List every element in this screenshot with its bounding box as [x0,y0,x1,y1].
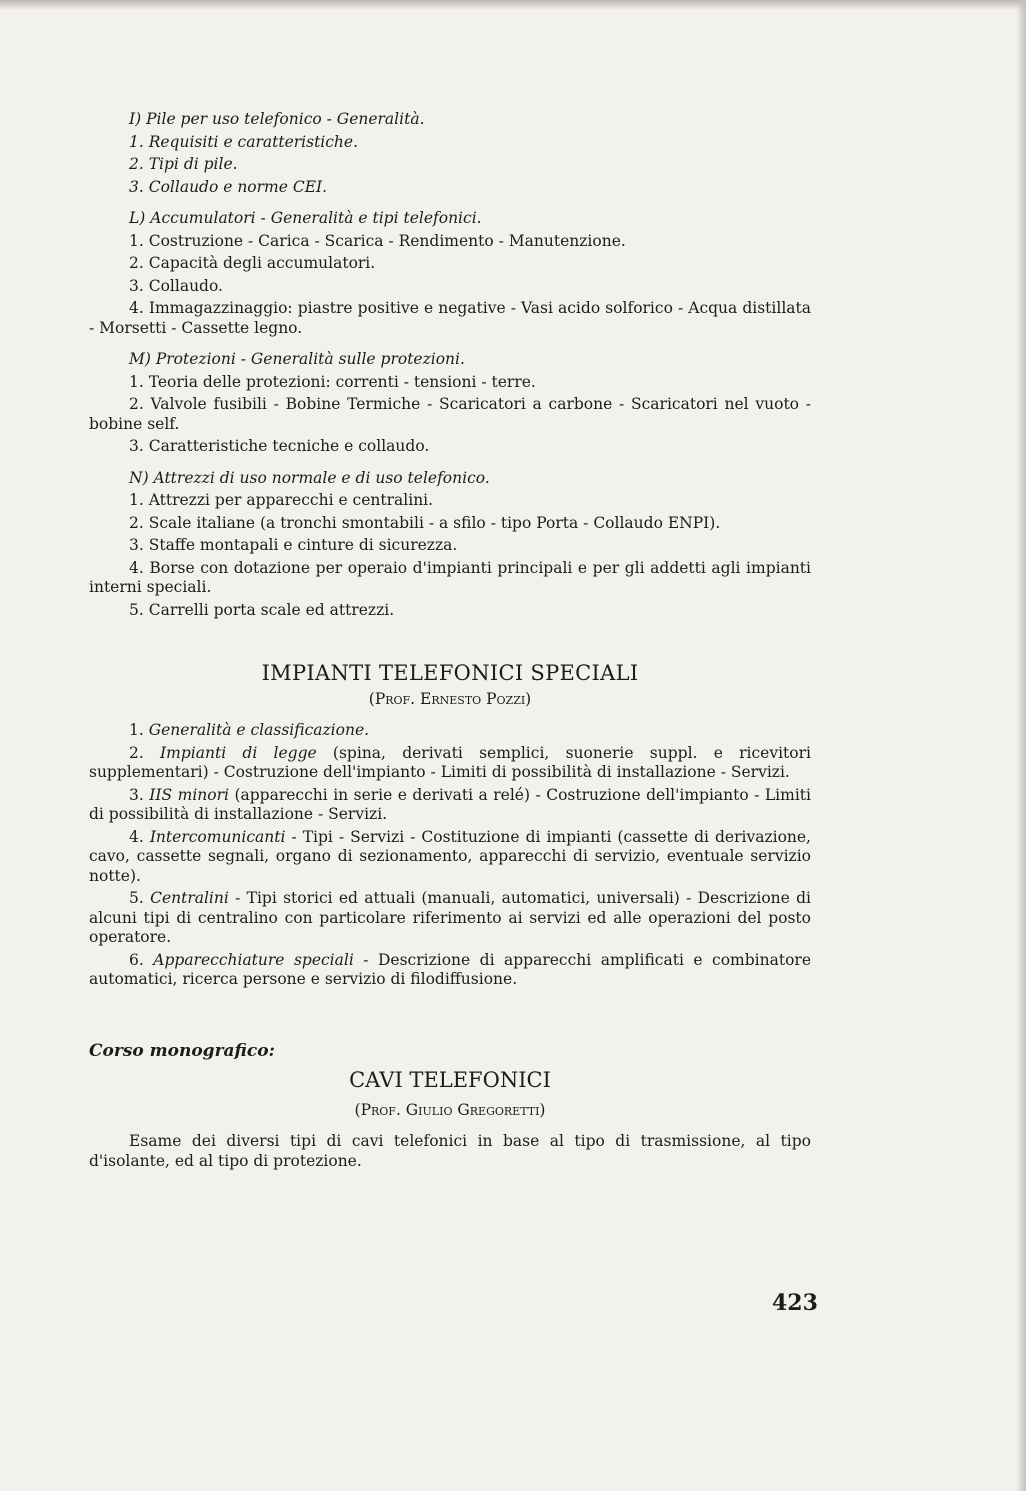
list-item: 3. Staffe montapali e cinture di sicurezza. [129,536,458,554]
scan-edge-right [1016,0,1026,1491]
list-item: 3. IIS minori (apparecchi in serie e derivati a relé) - Costruzione dell'impianto - Limiti di possibilità di installazione - Servizi. [89,785,811,823]
list-item: 2. Valvole fusibili - Bobine Termiche - Scaricatori a carbone - Scaricatori nel vuoto - bobine self. [89,395,811,433]
impianti-list [89,721,811,990]
course-label: Corso monografico: [89,1040,275,1061]
list-item: 2. Tipi di pile. [129,155,238,173]
list-item: 1. Costruzione - Carica - Scarica - Rendimento - Manutenzione. [129,231,626,250]
course-title: CAVI TELEFONICI [349,1068,551,1092]
page-number: 423 [772,1290,818,1316]
section-heading: L) Accumulatori - Generalità e tipi telefonici. [129,209,482,227]
page-content [89,110,811,1171]
section-title: IMPIANTI TELEFONICI SPECIALI [261,661,639,685]
section-heading: I) Pile per uso telefonico - Generalità. [129,110,425,128]
section-heading: M) Protezioni - Generalità sulle protezioni. [129,350,465,368]
list-item: 3. Collaudo. [129,276,223,295]
list-item: 6. Apparecchiature speciali - Descrizione di apparecchi amplificati e combinatore automatici, ricerca persone e servizio di filodiffusione. [89,950,811,988]
list-item: 2. Scale italiane (a tronchi smontabili - a sfilo - tipo Porta - Collaudo ENPI). [129,513,721,532]
list-item: 4. Borse con dotazione per operaio d'impianti principali e per gli addetti agli impianti interni speciali. [89,558,811,596]
list-item: 4. Immagazzinaggio: piastre positive e negative - Vasi acido solforico - Acqua distillata - Morsetti - Cassette legno. [89,299,811,337]
list-item: 1. Teoria delle protezioni: correnti - tensioni - terre. [129,372,536,391]
section-m [89,350,811,457]
list-item: 1. Requisiti e caratteristiche. [129,132,359,151]
list-item: 5. Centralini - Tipi storici ed attuali (manuali, automatici, universali) - Descrizione di alcuni tipi di centralino con particolare riferimento ai servizi ed alle operazioni del posto operatore. [89,889,811,946]
professor-name: (Prof. Ernesto Pozzi) [368,689,532,708]
section-l [89,209,811,338]
list-item: 4. Intercomunicanti - Tipi - Servizi - Costituzione di impianti (cassette di derivazione, cavo, cassette segnali, organo di sezionamento, apparecchi di servizio, eventuale servizio notte). [89,827,811,885]
professor-name: (Prof. Giulio Gregoretti) [354,1100,546,1119]
list-item: 1. Attrezzi per apparecchi e centralini. [129,491,434,509]
list-item: 3. Collaudo e norme CEI. [129,177,328,196]
scan-edge-top [0,0,1026,10]
list-item: 5. Carrelli porta scale ed attrezzi. [129,600,395,619]
section-heading: N) Attrezzi di uso normale e di uso telefonico. [129,468,490,487]
list-item: 3. Caratteristiche tecniche e collaudo. [129,437,430,455]
course-description: Esame dei diversi tipi di cavi telefonici in base al tipo di trasmissione, al tipo d'isolante, ed al tipo di protezione. [89,1132,811,1170]
list-item: 2. Impianti di legge (spina, derivati semplici, suonerie suppl. e ricevitori supplementari) - Costruzione dell'impianto - Limiti di possibilità di installazione - Servizi. [89,743,811,781]
list-item: 2. Capacità degli accumulatori. [129,254,376,272]
section-i [89,110,811,197]
list-item: 1. Generalità e classificazione. [129,721,370,739]
section-n [89,469,811,621]
